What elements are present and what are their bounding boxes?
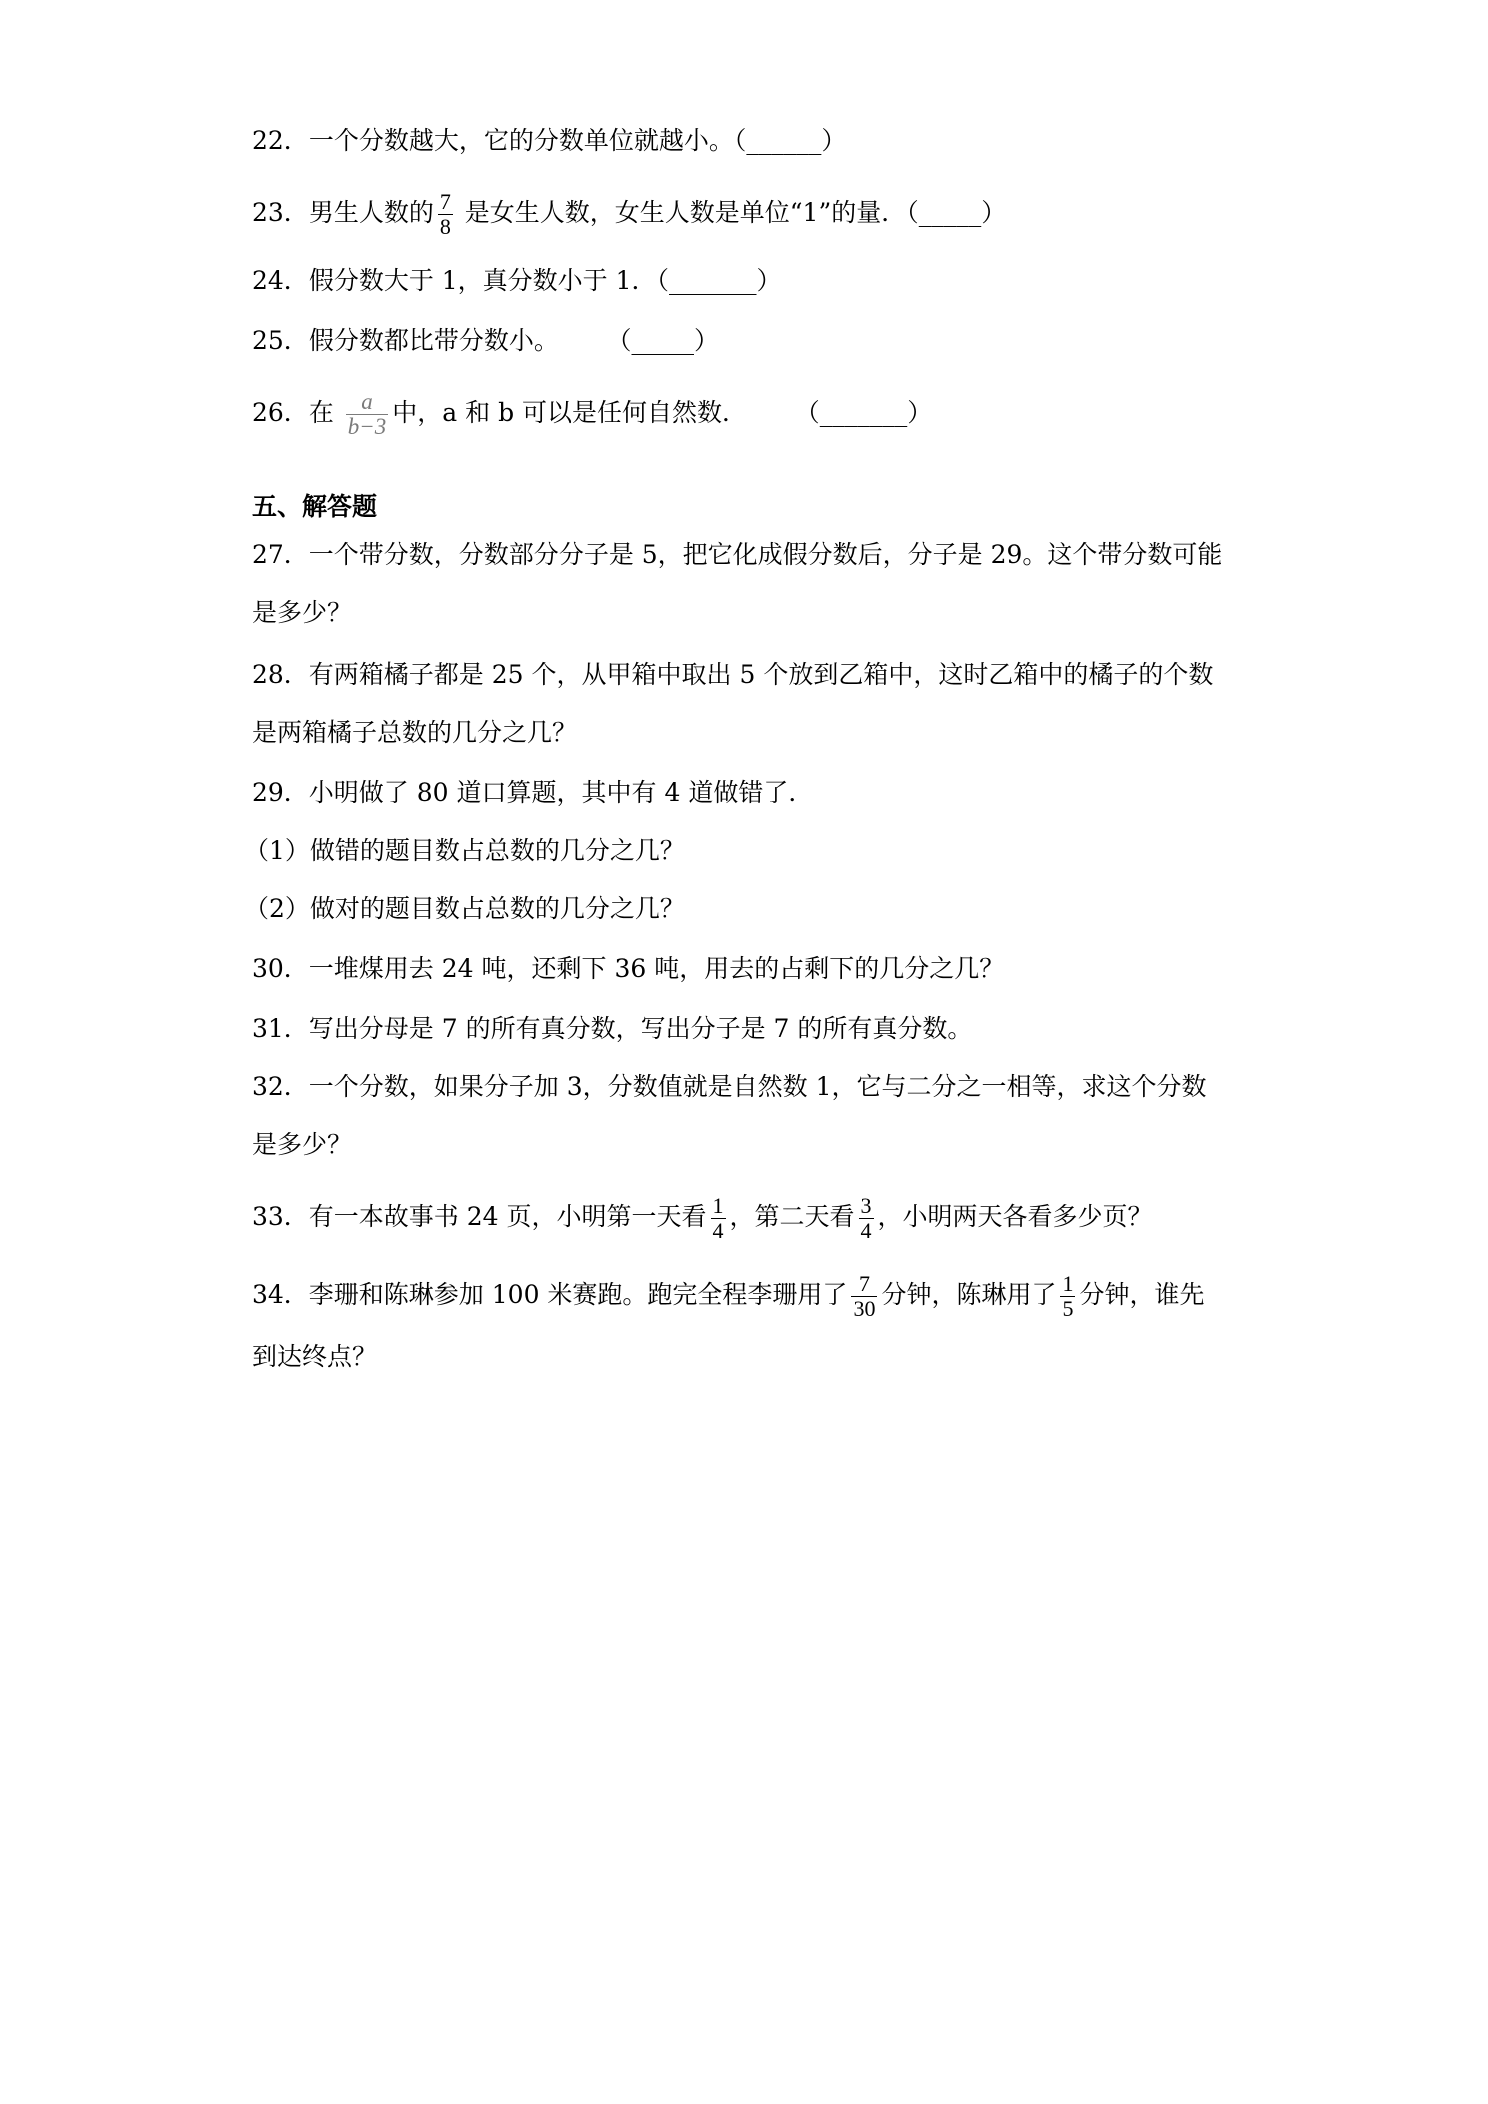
question-text-pre: 男生人数的 — [308, 198, 434, 227]
fraction-denominator: 8 — [439, 214, 451, 239]
question-text-post: 中，a 和 b 可以是任何自然数． （_______） — [392, 398, 933, 427]
fraction-denominator: 4 — [860, 1218, 872, 1243]
fraction-3-4 — [859, 1194, 874, 1243]
question-29-sub-2: （2）做对的题目数占总数的几分之几？ — [244, 894, 685, 923]
fraction-denominator: b−3 — [347, 414, 387, 439]
question-22 — [252, 124, 1248, 158]
fraction-a-over-b-minus-3 — [346, 390, 389, 439]
question-26 — [252, 390, 1248, 439]
fraction-numerator: 7 — [858, 1271, 870, 1296]
fraction-numerator: 3 — [860, 1193, 872, 1218]
question-29-stem: 29．小明做了 80 道口算题，其中有 4 道做错了． — [252, 778, 814, 807]
question-number: 24． — [252, 266, 309, 295]
fraction-numerator: a — [361, 389, 373, 414]
fraction-numerator: 7 — [439, 189, 451, 214]
question-28-line-2: 是两箱橘子总数的几分之几？ — [252, 718, 578, 747]
section-heading: 五、解答题 — [252, 492, 378, 521]
fraction-denominator: 5 — [1062, 1296, 1074, 1321]
question-28-line-1: 28．有两箱橘子都是 25 个，从甲箱中取出 5 个放到乙箱中，这时乙箱中的橘子的个数 — [252, 660, 1214, 689]
fraction-7-30 — [851, 1272, 877, 1321]
question-text: 一个分数越大，它的分数单位就越小。（______） — [308, 126, 847, 155]
question-34-line-2: 到达终点？ — [252, 1342, 378, 1371]
question-32-line-1: 32．一个分数，如果分子加 3，分数值就是自然数 1，它与二分之一相等，求这个分数 — [252, 1072, 1207, 1101]
question-number: 23． — [252, 198, 309, 227]
fraction-denominator: 4 — [712, 1218, 724, 1243]
question-text-part-3: ，小明两天各看多少页？ — [877, 1202, 1153, 1231]
question-text-part-2: 分钟，陈琳用了 — [881, 1280, 1057, 1309]
question-33 — [252, 1194, 1248, 1243]
question-30: 30．一堆煤用去 24 吨，还剩下 36 吨，用去的占剩下的几分之几？ — [252, 954, 1005, 983]
question-number: 25． — [252, 326, 309, 355]
fraction-numerator: 1 — [712, 1193, 724, 1218]
question-text-pre: 在 — [308, 398, 342, 427]
question-25 — [252, 324, 1248, 358]
fraction-denominator: 30 — [853, 1296, 876, 1321]
question-text: 假分数都比带分数小。 （_____） — [308, 326, 719, 355]
question-32-line-2: 是多少？ — [252, 1130, 353, 1159]
question-24 — [252, 264, 1248, 298]
question-number: 22． — [252, 126, 309, 155]
question-27-line-2: 是多少？ — [252, 598, 353, 627]
fraction-numerator: 1 — [1062, 1271, 1074, 1296]
fraction-1-4 — [711, 1194, 726, 1243]
question-27-line-1: 27．一个带分数，分数部分分子是 5，把它化成假分数后，分子是 29。这个带分数可能 — [252, 540, 1223, 569]
question-text-part-2: ，第二天看 — [729, 1202, 855, 1231]
question-text-post: 是女生人数，女生人数是单位“1”的量．（_____） — [456, 198, 1007, 227]
question-number: 26． — [252, 398, 309, 427]
question-23 — [252, 190, 1248, 239]
fraction-1-5 — [1060, 1272, 1075, 1321]
question-text-part-1: 33．有一本故事书 24 页，小明第一天看 — [252, 1202, 707, 1231]
question-31: 31．写出分母是 7 的所有真分数，写出分子是 7 的所有真分数。 — [252, 1014, 973, 1043]
question-34-line-1 — [252, 1272, 1248, 1321]
question-text-part-1: 34．李珊和陈琳参加 100 米赛跑。跑完全程李珊用了 — [252, 1280, 848, 1309]
fraction-7-8 — [438, 190, 453, 239]
question-text-part-3: 分钟，谁先 — [1079, 1280, 1205, 1309]
question-text: 假分数大于 1，真分数小于 1．（_______） — [308, 266, 782, 295]
question-29-sub-1: （1）做错的题目数占总数的几分之几？ — [244, 836, 685, 865]
